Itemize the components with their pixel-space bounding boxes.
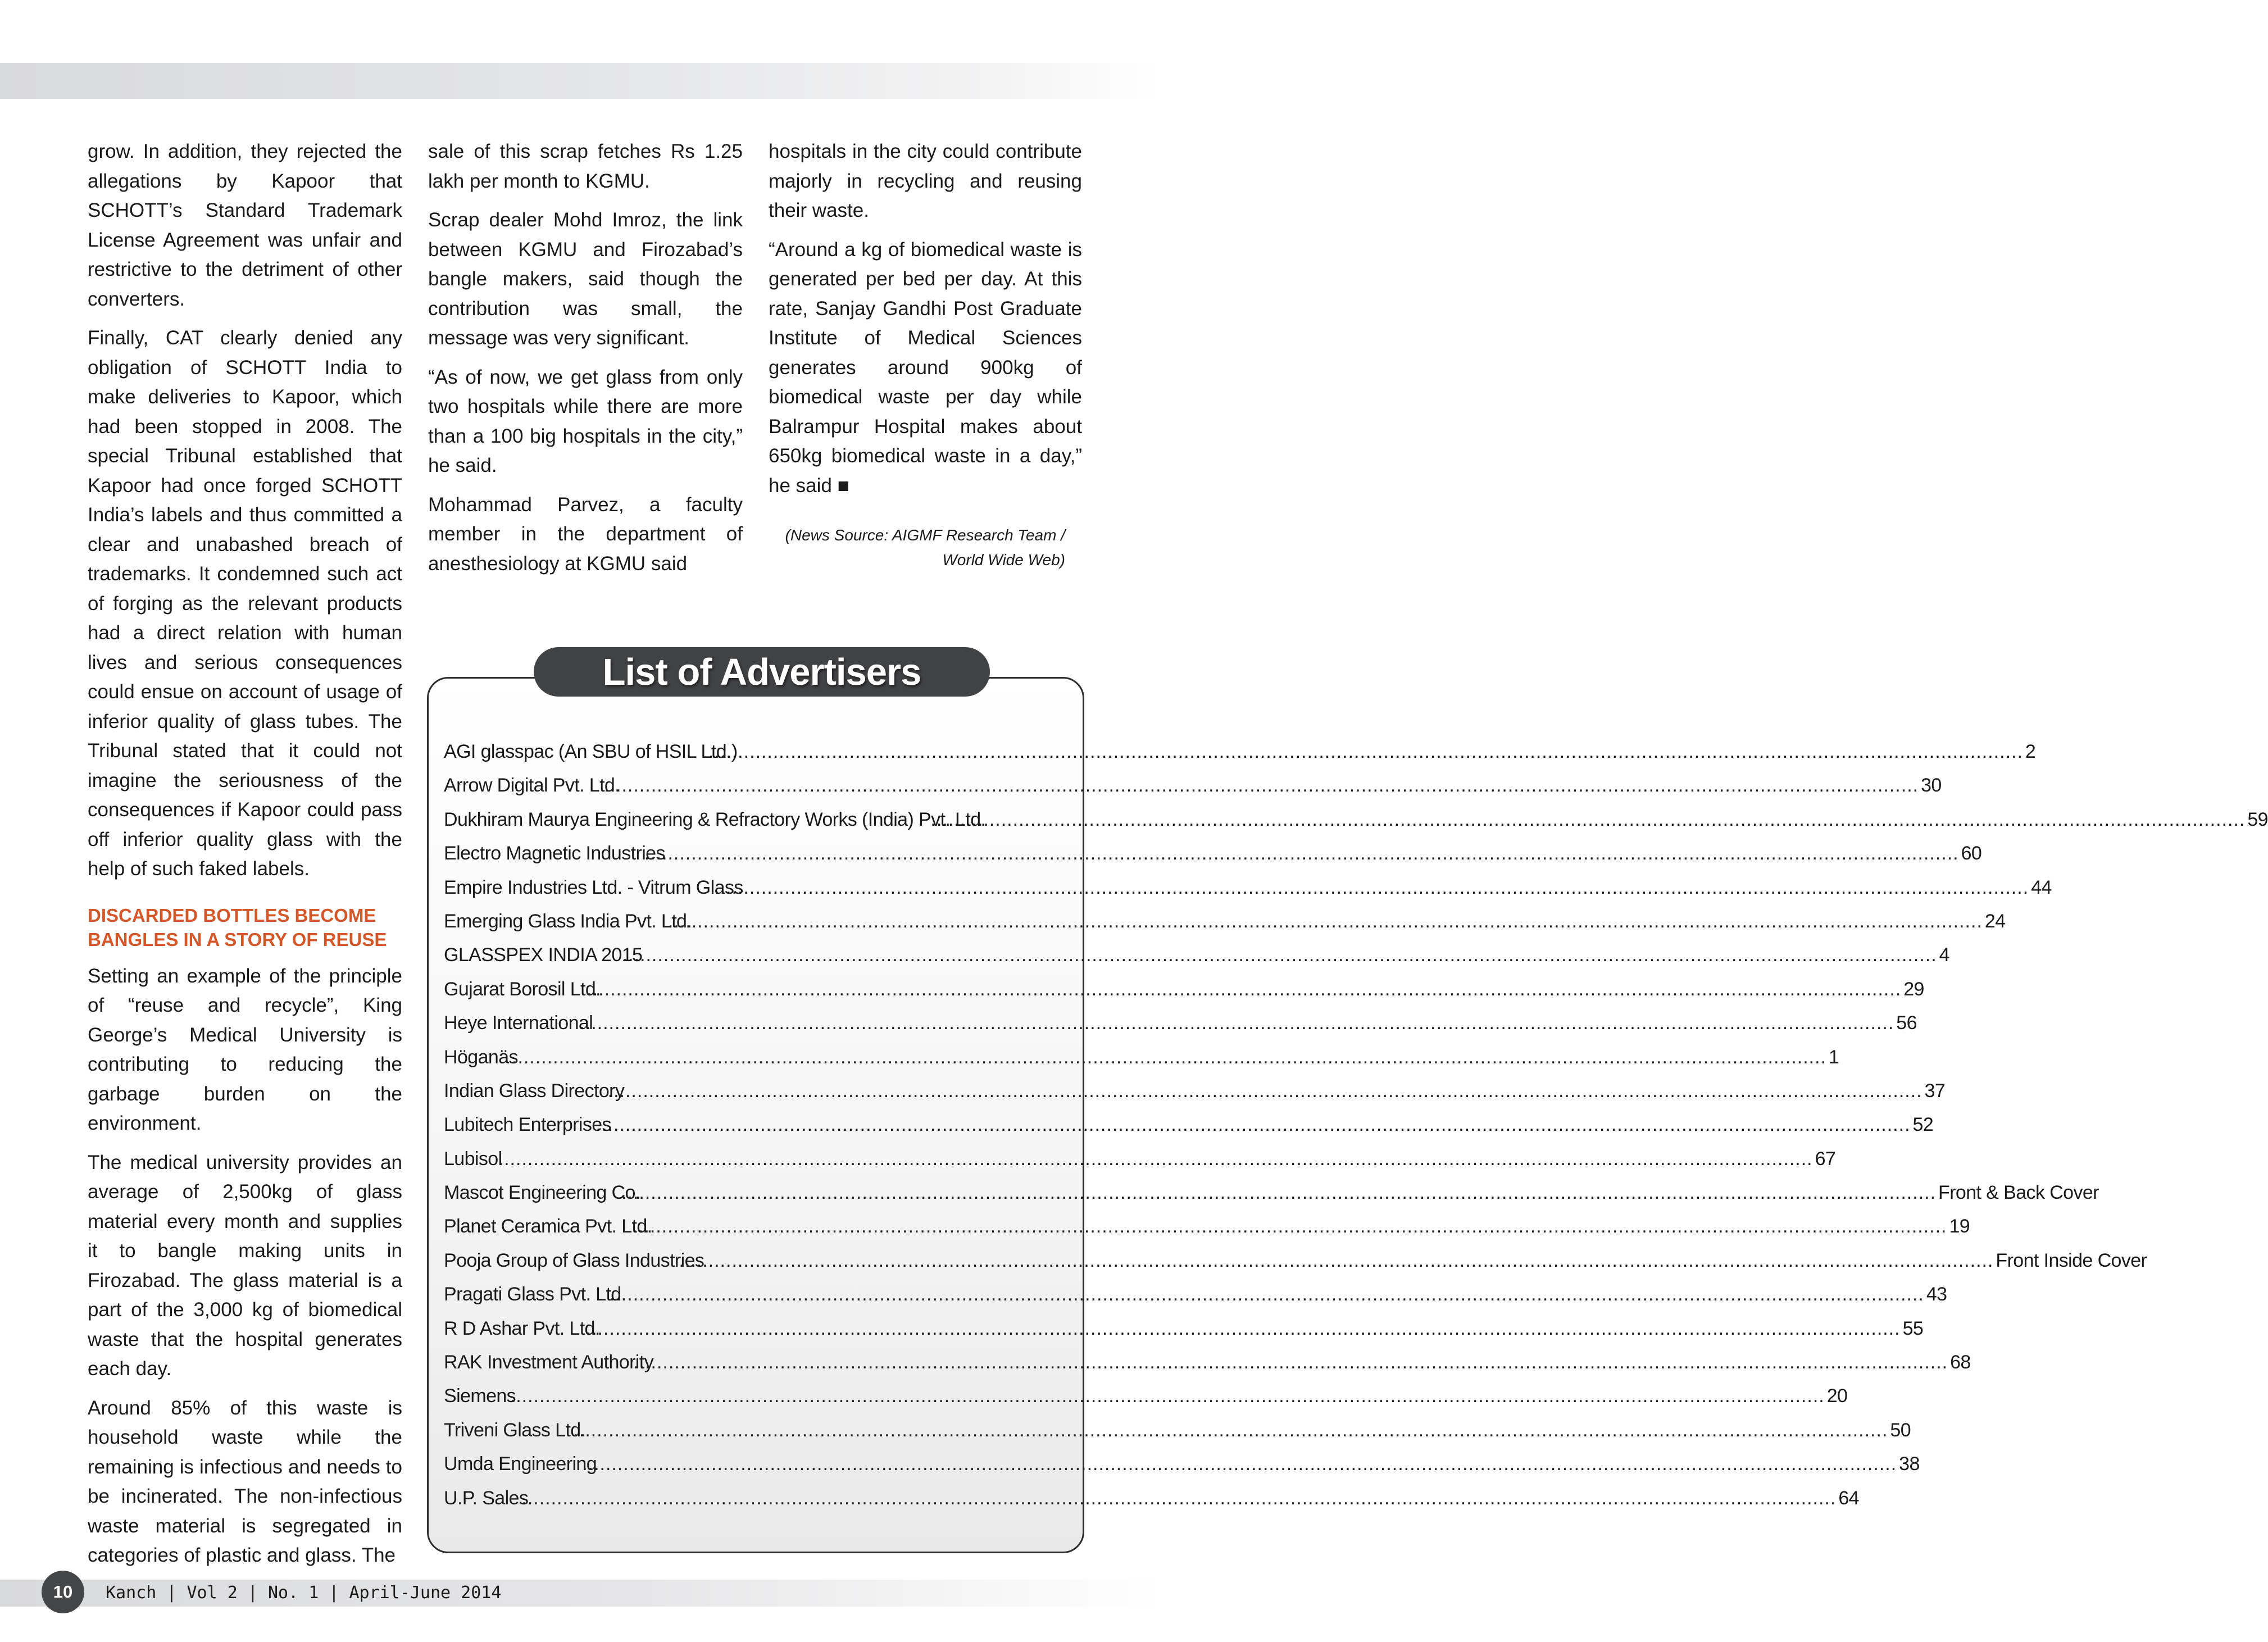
advertiser-name: Arrow Digital Pvt. Ltd.: [444, 775, 620, 797]
article-column-1: [88, 137, 402, 1580]
dot-leader: [579, 1006, 1894, 1040]
advertiser-name: Lubisol: [444, 1148, 502, 1170]
article-column-3: [769, 137, 1082, 572]
dot-leader: [573, 1413, 1888, 1447]
advertiser-page: 52: [1912, 1114, 1934, 1136]
dot-leader: [608, 1074, 1922, 1108]
paragraph: “Around a kg of biomedical waste is generated per bed per day. At this rate, Sanjay Gandhi Post Graduate Institute of Medical Sciences generates around 900kg of biomedical waste per day while Balrampur Hospital makes about 650kg biomedical waste in a day,” he said ■: [769, 238, 1082, 497]
advertiser-row: [444, 1413, 1911, 1447]
advertiser-row: [444, 836, 1982, 870]
advertiser-row: [444, 1345, 1971, 1379]
paragraph: Finally, CAT clearly denied any obligation of SCHOTT India to make deliveries to Kapoor, which had been stopped in 2008. The special Tribunal established that Kapoor had once forged SCHOTT India’s labels and thus committed a clear and unabashed breach of trademarks. It condemned such act of forging as the relevant products had a direct relation with human lives and serious consequences could ensue on account of usage of inferior quality of glass tubes. The Tribunal stated that it could not imagine the seriousness of the consequences if Kapoor could pass off inferior quality glass with the help of such faked labels.: [88, 327, 402, 880]
dot-leader: [633, 1209, 1947, 1243]
advertiser-name: Planet Ceramica Pvt. Ltd.: [444, 1216, 652, 1238]
advertiser-row: [444, 1209, 1970, 1243]
advertiser-page: 64: [1838, 1487, 1859, 1509]
advertiser-page: 55: [1902, 1317, 1924, 1339]
advertiser-name: R D Ashar Pvt. Ltd.: [444, 1317, 600, 1339]
dot-leader: [610, 1277, 1924, 1311]
advertiser-name: Pooja Group of Glass Industries: [444, 1249, 705, 1271]
advertiser-row: [444, 1142, 1836, 1176]
advertiser-page: 67: [1815, 1148, 1836, 1170]
paragraph: The medical university provides an average of 2,500kg of glass material every month and supplies it to bangle making units in Firozabad. The glass material is a part of the 3,000 kg of biomedical waste that the hospital generates each day.: [88, 1151, 402, 1380]
advertiser-page: 1: [1829, 1046, 1839, 1068]
advertiser-page: 43: [1926, 1284, 1947, 1306]
dot-leader: [621, 1176, 1936, 1209]
advertiser-name: Umda Engineering: [444, 1453, 597, 1475]
advertiser-page: 68: [1950, 1352, 1971, 1373]
advertiser-page: 56: [1896, 1012, 1917, 1034]
advertiser-row: [444, 904, 2006, 938]
dot-leader: [679, 1244, 1993, 1277]
dot-leader: [633, 1345, 1948, 1379]
advertiser-row: [444, 735, 2036, 768]
advertiser-name: Electro Magnetic Industries: [444, 843, 665, 865]
advertiser-page: Front Inside Cover: [1996, 1249, 2147, 1271]
dot-leader: [930, 803, 2245, 836]
advertiser-name: Indian Glass Directory: [444, 1080, 625, 1102]
advertiser-row: [444, 1176, 2099, 1209]
advertiser-name: Triveni Glass Ltd.: [444, 1419, 586, 1441]
advertiser-name: Heye International: [444, 1012, 593, 1034]
dot-leader: [714, 871, 2029, 904]
paragraph: Scrap dealer Mohd Imroz, the link between KGMU and Firozabad’s bangle makers, said though the contribution was small, the message was very significant.: [428, 209, 743, 349]
advertiser-row: [444, 1312, 1924, 1345]
advertiser-page: 29: [1903, 978, 1924, 1000]
advertiser-row: [444, 803, 2268, 836]
advertiser-row: [444, 1108, 1934, 1141]
dot-leader: [604, 768, 1919, 802]
advertiser-row: [444, 871, 2052, 904]
advertiser-name: Lubitech Enterprises: [444, 1114, 611, 1136]
advertiser-page: 44: [2031, 876, 2052, 898]
advertiser-row: [444, 1074, 1946, 1108]
advertiser-page: 30: [1921, 775, 1942, 797]
article-column-2: [428, 137, 743, 588]
advertiser-page: 19: [1949, 1216, 1970, 1238]
advertiser-row: [444, 1481, 1859, 1515]
dot-leader: [586, 1312, 1901, 1345]
advertiser-name: U.P. Sales: [444, 1487, 529, 1509]
dot-leader: [587, 972, 1901, 1006]
advertiser-row: [444, 1244, 2147, 1277]
advertiser-name: GLASSPEX INDIA 2015: [444, 944, 643, 966]
advertiser-name: Siemens: [444, 1385, 516, 1407]
advertiser-page: 24: [1984, 910, 2006, 932]
advertiser-row: [444, 1447, 1920, 1481]
paragraph: hospitals in the city could contribute majorly in recycling and reusing their waste.: [769, 140, 1082, 221]
dot-leader: [668, 904, 1983, 938]
advertiser-name: Pragati Glass Pvt. Ltd.: [444, 1284, 626, 1306]
dot-leader: [596, 1108, 1911, 1141]
dot-leader: [644, 836, 1959, 870]
paragraph: grow. In addition, they rejected the allegations by Kapoor that SCHOTT’s Standard Trademark License Agreement was unfair and restrictive to the detriment of other converters.: [88, 140, 402, 310]
advertiser-row: [444, 1006, 1917, 1040]
advertiser-name: Mascot Engineering Co.: [444, 1182, 640, 1204]
paragraph: Around 85% of this waste is household waste while the remaining is infectious and needs to be incinerated. The non-infectious waste material is segregated in categories of plastic and glass. The: [88, 1397, 402, 1566]
advertiser-row: [444, 1379, 1848, 1413]
news-source-line: (News Source: AIGMF Research Team /: [785, 526, 1065, 544]
advertiser-name: Gujarat Borosil Ltd.: [444, 978, 601, 1000]
advertiser-name: Dukhiram Maurya Engineering & Refractory Works (India) Pvt. Ltd.: [444, 808, 986, 830]
advertiser-row: [444, 1277, 1947, 1311]
advertiser-page: 38: [1899, 1453, 1920, 1475]
advertiser-page: 50: [1890, 1419, 1911, 1441]
section-subhead: DISCARDED BOTTLES BECOME BANGLES IN A STORY OF REUSE: [88, 904, 387, 950]
dot-leader: [582, 1447, 1897, 1481]
paragraph: Setting an example of the principle of “reuse and recycle”, King George’s Medical University is contributing to reducing the garbage burden on the environment.: [88, 965, 402, 1134]
advertiser-name: AGI glasspac (An SBU of HSIL Ltd.): [444, 741, 738, 762]
advertisers-list: [444, 735, 2268, 1515]
advertiser-name: RAK Investment Authority: [444, 1352, 653, 1373]
advertiser-page: 20: [1826, 1385, 1848, 1407]
page-number: 10: [42, 1571, 84, 1613]
advertiser-page: Front & Back Cover: [1938, 1182, 2099, 1204]
advertiser-page: 37: [1924, 1080, 1946, 1102]
dot-leader: [708, 735, 2023, 768]
advertiser-page: 4: [1939, 944, 1949, 966]
paragraph: sale of this scrap fetches Rs 1.25 lakh per month to KGMU.: [428, 140, 743, 192]
paragraph: “As of now, we get glass from only two hospitals while there are more than a 100 big hospitals in the city,” he said.: [428, 366, 743, 476]
advertiser-row: [444, 768, 1942, 802]
advertiser-page: 2: [2025, 741, 2036, 762]
advertisers-title: List of Advertisers: [602, 651, 921, 693]
advertiser-row: [444, 938, 1949, 972]
header-band: [0, 63, 1161, 99]
advertiser-row: [444, 1040, 1839, 1074]
news-source: [769, 523, 1082, 572]
dot-leader: [510, 1379, 1825, 1413]
dot-leader: [512, 1040, 1826, 1074]
advertiser-page: 59: [2247, 808, 2268, 830]
paragraph: Mohammad Parvez, a faculty member in the department of anesthesiology at KGMU said: [428, 493, 743, 575]
advertisers-title-banner: [534, 647, 990, 697]
news-source-line: World Wide Web): [942, 551, 1065, 568]
advertiser-page: 60: [1961, 843, 1982, 865]
advertiser-row: [444, 972, 1924, 1006]
advertiser-name: Emerging Glass India Pvt. Ltd.: [444, 910, 692, 932]
publication-info: Kanch | Vol 2 | No. 1 | April-June 2014: [106, 1583, 502, 1603]
advertiser-name: Empire Industries Ltd. - Vitrum Glass: [444, 876, 743, 898]
dot-leader: [498, 1142, 1813, 1176]
dot-leader: [622, 938, 1937, 972]
advertiser-name: Höganäs: [444, 1046, 518, 1068]
dot-leader: [521, 1481, 1836, 1515]
